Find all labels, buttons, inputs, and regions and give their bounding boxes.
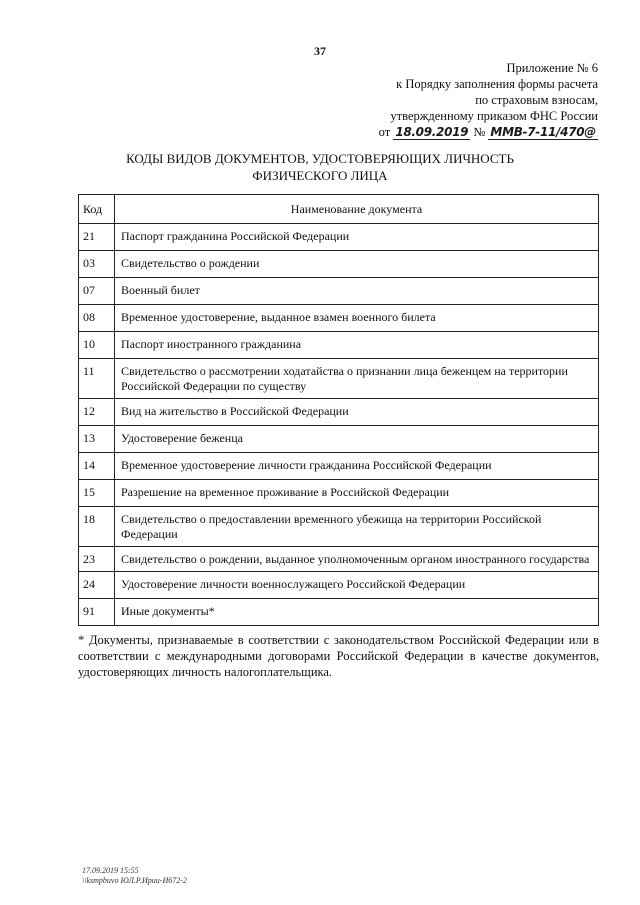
table-row bbox=[79, 332, 599, 359]
row-name: Временное удостоверение личности гражданина Российской Федерации bbox=[115, 453, 599, 480]
header-code: Код bbox=[79, 195, 115, 224]
table-row bbox=[79, 305, 599, 332]
stamp-timestamp: 17.09.2019 15:55 bbox=[82, 866, 139, 875]
row-name: Удостоверение личности военнослужащего Российской Федерации bbox=[115, 572, 599, 599]
table-row bbox=[79, 572, 599, 599]
appendix-header bbox=[338, 60, 598, 140]
row-name: Свидетельство о рассмотрении ходатайства о признании лица беженцем на территории Российской Федерации по существу bbox=[115, 359, 599, 399]
row-code: 12 bbox=[79, 399, 115, 426]
row-name: Военный билет bbox=[115, 278, 599, 305]
table-row bbox=[79, 599, 599, 626]
row-name: Свидетельство о предоставлении временного убежища на территории Российской Федерации bbox=[115, 507, 599, 547]
table-row bbox=[79, 399, 599, 426]
table-row bbox=[79, 426, 599, 453]
row-code: 08 bbox=[79, 305, 115, 332]
row-code: 11 bbox=[79, 359, 115, 399]
row-name: Разрешение на временное проживание в Российской Федерации bbox=[115, 480, 599, 507]
table-row bbox=[79, 224, 599, 251]
row-code: 13 bbox=[79, 426, 115, 453]
table-row bbox=[79, 453, 599, 480]
document-codes-table bbox=[78, 194, 599, 626]
table-row bbox=[79, 251, 599, 278]
date-prefix: от bbox=[378, 125, 391, 139]
row-code: 14 bbox=[79, 453, 115, 480]
row-code: 24 bbox=[79, 572, 115, 599]
row-name: Иные документы* bbox=[115, 599, 599, 626]
order-date-number bbox=[338, 124, 598, 140]
handwritten-date: 18.09.2019 bbox=[395, 125, 469, 139]
row-code: 91 bbox=[79, 599, 115, 626]
row-code: 18 bbox=[79, 507, 115, 547]
appendix-line-3: по страховым взносам, bbox=[475, 93, 598, 107]
appendix-line-4: утвержденному приказом ФНС России bbox=[390, 109, 598, 123]
print-stamp bbox=[82, 866, 187, 886]
row-code: 21 bbox=[79, 224, 115, 251]
row-code: 23 bbox=[79, 547, 115, 572]
row-name: Удостоверение беженца bbox=[115, 426, 599, 453]
footnote: * Документы, признаваемые в соответствии с законодательством Российской Федерации или в соответствии с международными договорами Российской Федерации в качестве документов, удостоверяющих личность налогоплательщика. bbox=[78, 633, 599, 679]
row-name: Паспорт иностранного гражданина bbox=[115, 332, 599, 359]
row-name: Вид на жительство в Российской Федерации bbox=[115, 399, 599, 426]
handwritten-order-number: ММВ-7-11/470@ bbox=[490, 125, 596, 139]
row-code: 10 bbox=[79, 332, 115, 359]
row-name: Временное удостоверение, выданное взамен военного билета bbox=[115, 305, 599, 332]
row-code: 03 bbox=[79, 251, 115, 278]
table-row bbox=[79, 507, 599, 547]
title-line-2: ФИЗИЧЕСКОГО ЛИЦА bbox=[252, 168, 388, 183]
row-code: 07 bbox=[79, 278, 115, 305]
appendix-line-2: к Порядку заполнения формы расчета bbox=[396, 77, 598, 91]
title-line-1: КОДЫ ВИДОВ ДОКУМЕНТОВ, УДОСТОВЕРЯЮЩИХ ЛИЧНОСТЬ bbox=[126, 151, 514, 166]
row-name: Свидетельство о рождении, выданное уполномоченным органом иностранного государства bbox=[115, 547, 599, 572]
page-number: 37 bbox=[314, 44, 326, 58]
document-title bbox=[0, 150, 640, 184]
row-name: Свидетельство о рождении bbox=[115, 251, 599, 278]
appendix-line-1: Приложение № 6 bbox=[506, 61, 598, 75]
table-row bbox=[79, 278, 599, 305]
header-name: Наименование документа bbox=[115, 195, 599, 224]
table-row bbox=[79, 547, 599, 572]
table-row bbox=[79, 480, 599, 507]
table-header-row bbox=[79, 195, 599, 224]
row-name: Паспорт гражданина Российской Федерации bbox=[115, 224, 599, 251]
row-code: 15 bbox=[79, 480, 115, 507]
table-row bbox=[79, 359, 599, 399]
number-prefix: № bbox=[473, 125, 486, 139]
stamp-file-path: \\ksmpbuvo ЮЛ.Р.Ирии-И672-2 bbox=[82, 876, 187, 885]
